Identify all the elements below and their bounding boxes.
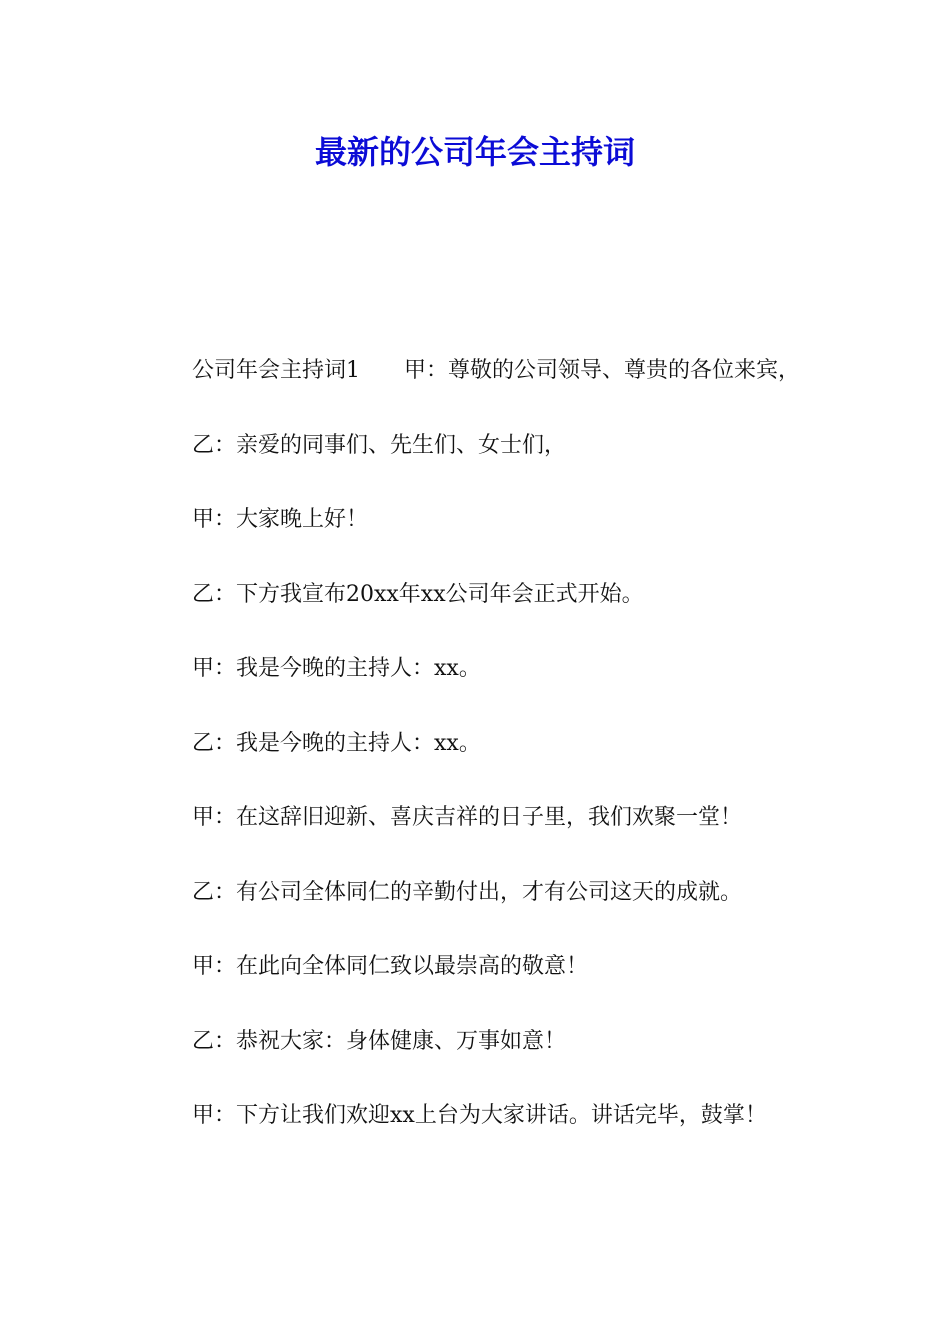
paragraph: 乙：亲爱的同事们、先生们、女士们， <box>192 432 567 458</box>
paragraph: 甲：我是今晚的主持人：xx。 <box>192 656 481 681</box>
paragraph: 甲：大家晚上好！ <box>192 507 369 532</box>
paragraph: 乙：恭祝大家：身体健康、万事如意！ <box>192 1028 567 1054</box>
paragraph: 甲：在这辞旧迎新、喜庆吉祥的日子里，我们欢聚一堂！ <box>192 805 743 830</box>
paragraph: 甲：在此向全体同仁致以最崇高的敬意！ <box>192 954 589 979</box>
paragraph: 乙：下方我宣布20xx年xx公司年会正式开始。 <box>192 581 644 607</box>
paragraph: 甲：下方让我们欢迎xx上台为大家讲话。讲话完毕，鼓掌！ <box>192 1103 767 1128</box>
document-body <box>144 334 814 1154</box>
paragraph: 乙：我是今晚的主持人：xx。 <box>192 730 481 756</box>
document-title: 最新的公司年会主持词 <box>314 133 635 171</box>
paragraph: 乙：有公司全体同仁的辛勤付出，才有公司这天的成就。 <box>192 879 743 905</box>
paragraph: 公司年会主持词1 甲：尊敬的公司领导、尊贵的各位来宾， <box>192 358 800 383</box>
